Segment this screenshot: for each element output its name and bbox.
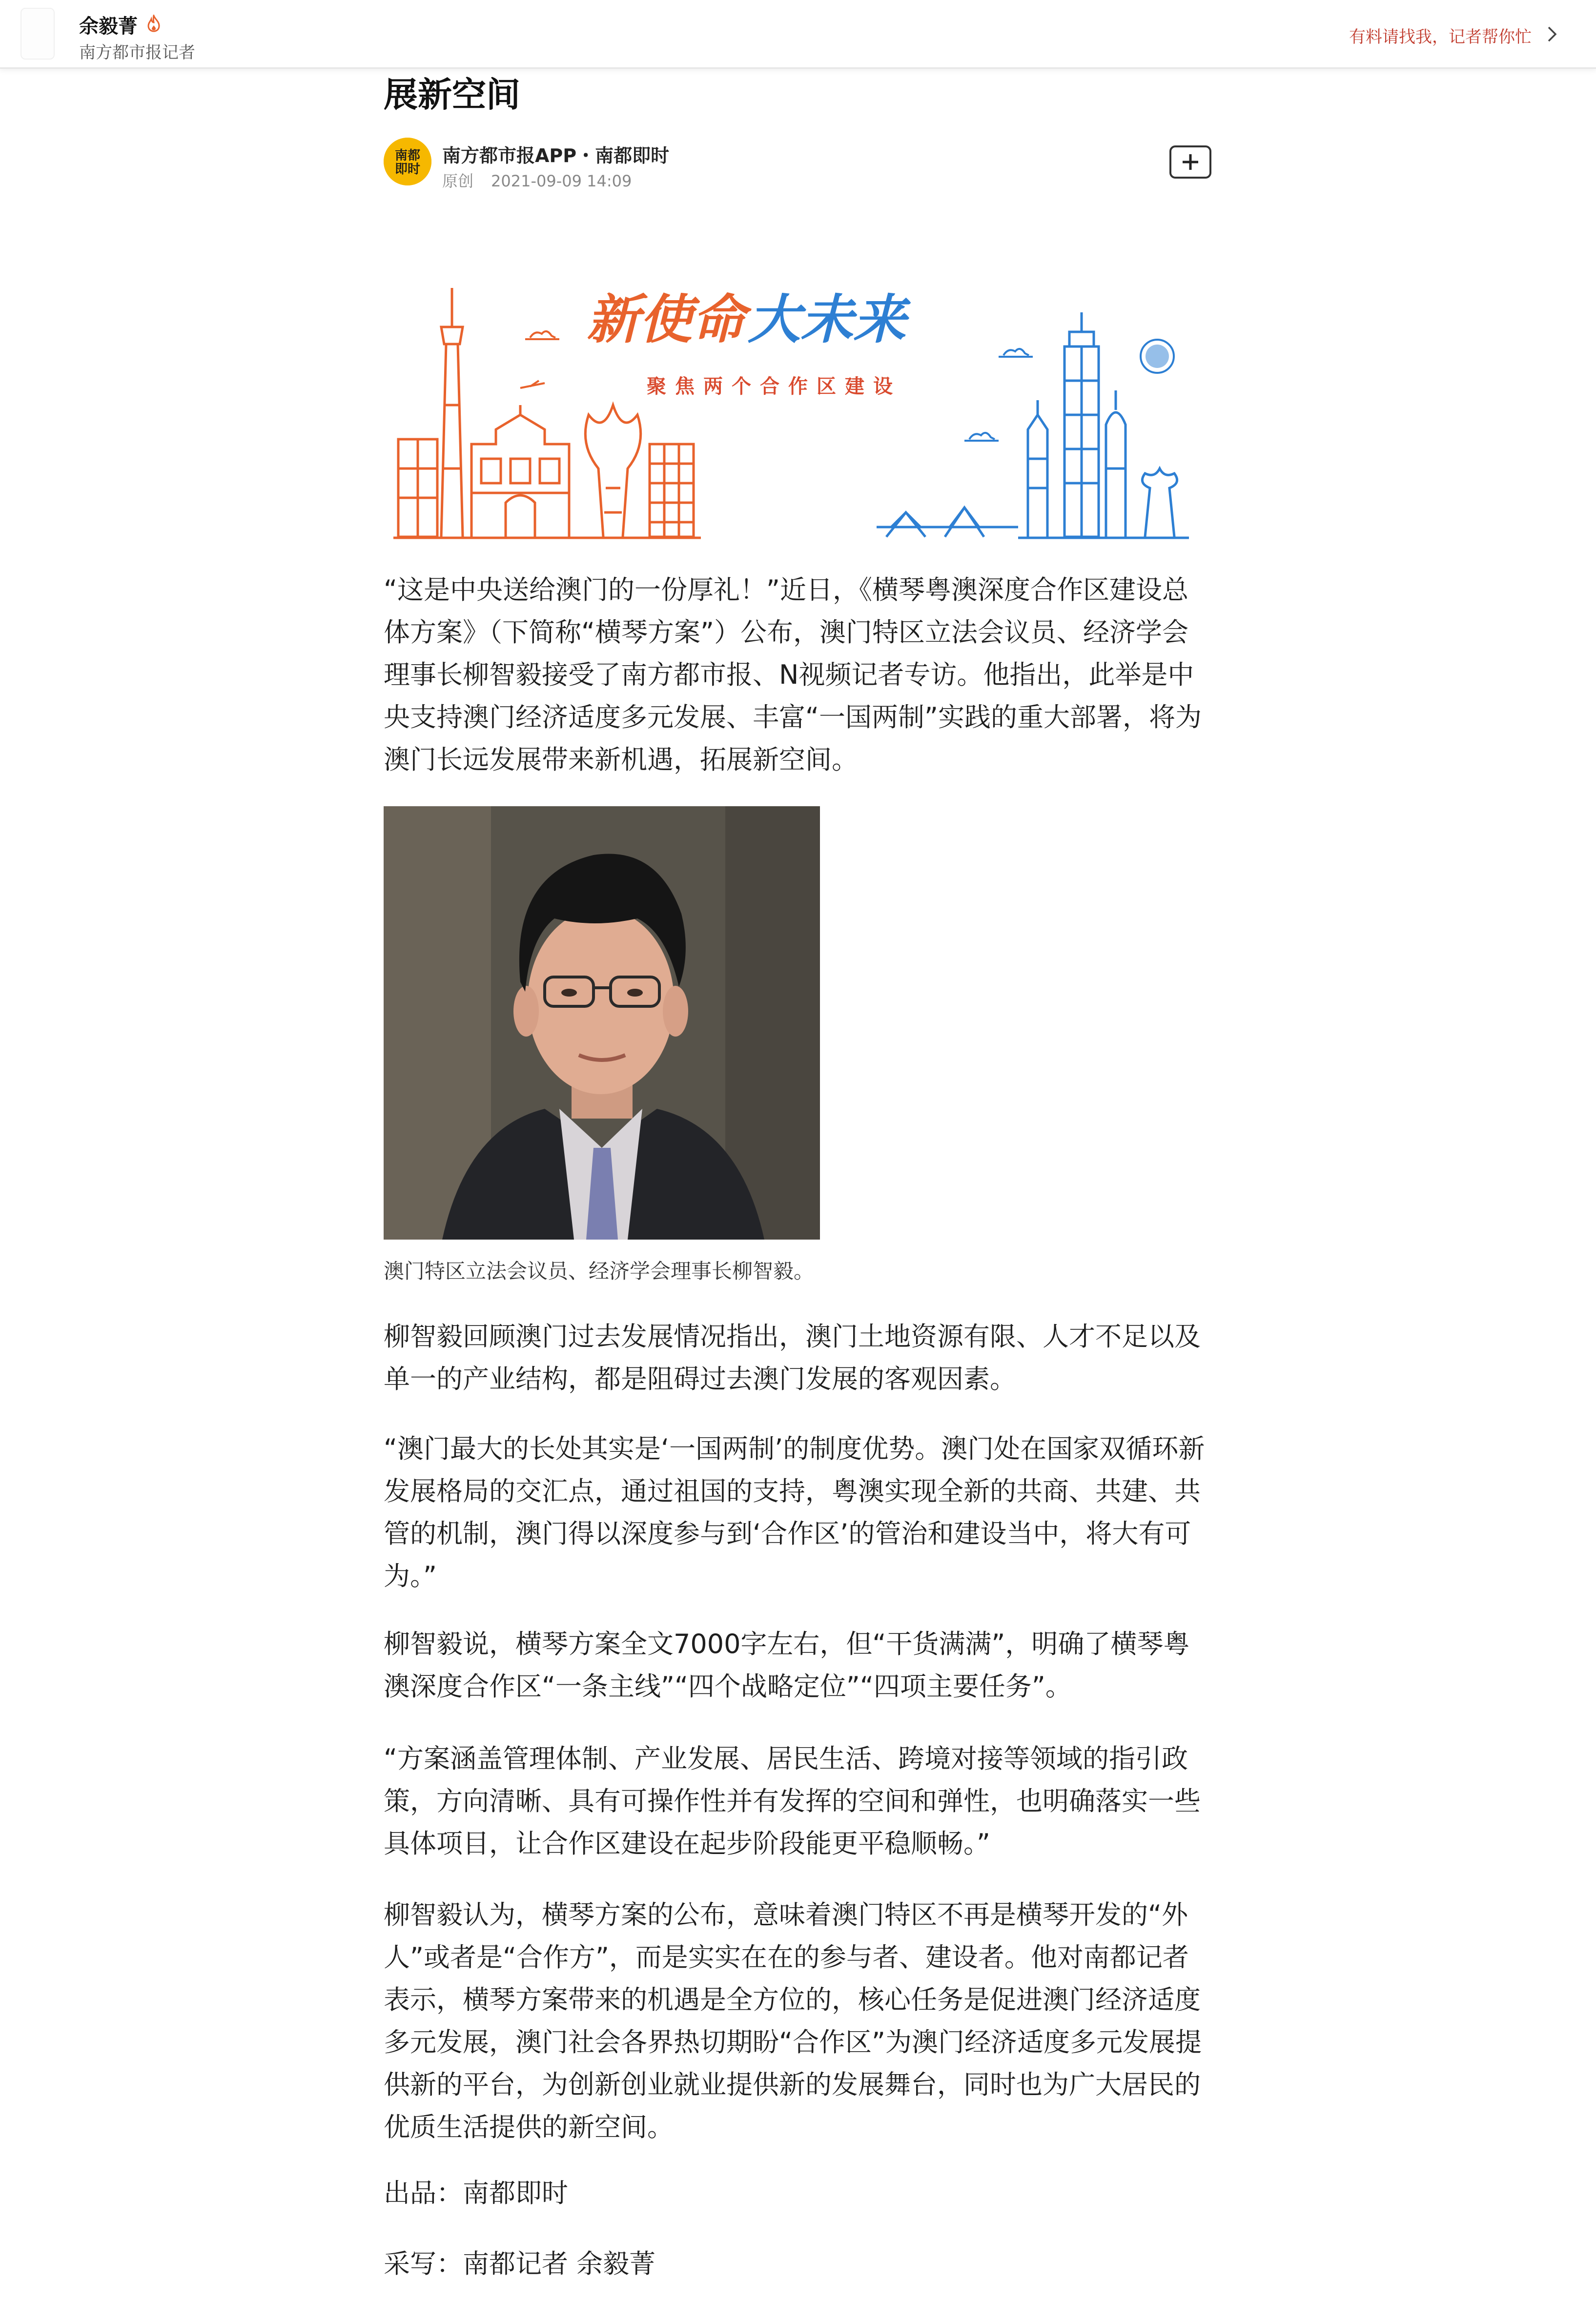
article-title: 展新空间 — [384, 75, 520, 115]
paragraph-1: “这是中央送给澳门的一份厚礼！”近日，《横琴粤澳深度合作区建设总体方案》（下简称“横琴方案”）公布，澳门特区立法会议员、经济学会理事长柳智毅接受了南方都市报、N视频记者专访。他指出，此举是中央支持澳门经济适度多元发展、丰富“一国两制”实践的重大部署，将为澳门长远发展带来新机遇，拓展新空间。 — [384, 574, 1202, 775]
paragraph-3: “澳门最大的长处其实是‘一国两制’的制度优势。澳门处在国家双循环新发展格局的交汇点，通过祖国的支持，粤澳实现全新的共商、共建、共管的机制，澳门得以深度参与到‘合作区’的管治和建设当中，将大有可为。” — [384, 1433, 1205, 1591]
banner-subtitle: 聚焦两个合作区建设 — [647, 376, 901, 397]
paragraph-6: 柳智毅认为，横琴方案的公布，意味着澳门特区不再是横琴开发的“外人”或者是“合作方”，而是实实在在的参与者、建设者。他对南都记者表示，横琴方案带来的机遇是全方位的，核心任务是促进澳门经济适度多元发展，澳门社会各界热切期盼“合作区”为澳门经济适度多元发展提供新的平台，为创新创业就业提供新的发展舞台，同时也为广大居民的优质生活提供的新空间。 — [384, 1899, 1202, 2142]
photo-caption: 澳门特区立法会议员、经济学会理事长柳智毅。 — [384, 1259, 815, 1283]
banner-title-right: 大未来 — [748, 290, 906, 349]
publish-datetime: 2021-09-09 14:09 — [491, 172, 632, 190]
topic-banner — [384, 283, 1213, 547]
portrait-illustration — [384, 806, 820, 1240]
chevron-right-icon[interactable] — [1546, 24, 1558, 44]
interviewee-photo[interactable] — [384, 806, 820, 1240]
follow-button[interactable] — [1169, 145, 1211, 179]
top-bar — [0, 0, 1596, 69]
credit-producer: 出品：南都即时 — [384, 2178, 568, 2208]
source-logo[interactable] — [384, 138, 431, 185]
paragraph-4: 柳智毅说，横琴方案全文7000字左右，但“干货满满”，明确了横琴粤澳深度合作区“一条主线”“四个战略定位”“四项主要任务”。 — [384, 1629, 1190, 1702]
avatar[interactable] — [20, 8, 55, 60]
source-name[interactable]: 南方都市报APP・南都即时 — [442, 145, 670, 166]
contact-reporter-link[interactable]: 有料请找我，记者帮你忙 — [1349, 27, 1532, 47]
flame-icon — [146, 15, 161, 32]
paragraph-5: “方案涵盖管理体制、产业发展、居民生活、跨境对接等领域的指引政策，方向清晰、具有可操作性并有发挥的空间和弹性，也明确落实一些具体项目，让合作区建设在起步阶段能更平稳顺畅。” — [384, 1743, 1201, 1859]
original-tag: 原创 — [442, 172, 474, 190]
reporter-name[interactable]: 余毅菁 — [79, 15, 138, 38]
plus-icon — [1171, 147, 1209, 177]
logo-text-line-1: 南都 — [394, 148, 421, 163]
sun-icon — [1146, 345, 1169, 368]
reporter-role: 南方都市报记者 — [79, 43, 195, 62]
logo-text-line-2: 即时 — [394, 162, 421, 176]
paragraph-2: 柳智毅回顾澳门过去发展情况指出，澳门土地资源有限、人才不足以及单一的产业结构，都是阻碍过去澳门发展的客观因素。 — [384, 1321, 1201, 1394]
bay-area-skyline-illustration — [877, 312, 1189, 538]
source-meta — [442, 169, 649, 191]
nandu-logo-icon — [384, 138, 431, 185]
banner-title-left: 新使命 — [586, 290, 745, 349]
credit-writer: 采写：南都记者 余毅菁 — [384, 2248, 656, 2279]
